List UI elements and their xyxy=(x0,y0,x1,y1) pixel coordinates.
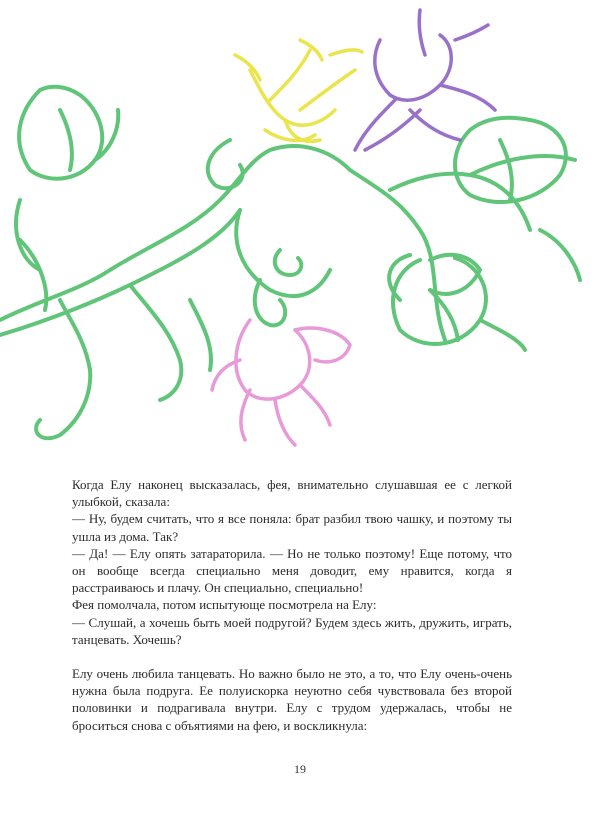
paragraph: — Да! — Елу опять затараторила. — Но не только поэтому! Еще потому, что он вообще всегда специально меня доводит, ему нравится, когда я расстраиваюсь и плачу. Он специально, специально! xyxy=(72,545,512,596)
page-number: 19 xyxy=(294,762,306,776)
paragraph: Когда Елу наконец высказалась, фея, внимательно слушавшая ее с легкой улыбкой, сказала: xyxy=(72,477,512,510)
story-text xyxy=(72,476,512,734)
paragraph: — Ну, будем считать, что я все поняла: брат разбил твою чашку, и поэтому ты ушла из дома. Так? xyxy=(72,511,512,544)
paragraph: Елу очень любила танцевать. Но важно было не это, а то, что Елу очень-очень нужна была подруга. Ее полуискорка неуютно себя чувствовала без второй половинки и подрагивала внутри. Елу с трудом удержалась, чтобы не броситься снова с объятиями на фею, и воскликнула: xyxy=(72,666,512,733)
pink-flower xyxy=(212,320,350,445)
paragraph: — Слушай, а хочешь быть моей подругой? Будем здесь жить, дружить, играть, танцевать. Хочешь? xyxy=(72,614,512,647)
yellow-flower xyxy=(235,40,362,141)
paragraph: Фея помолчала, потом испытующе посмотрела на Елу: xyxy=(72,597,377,613)
